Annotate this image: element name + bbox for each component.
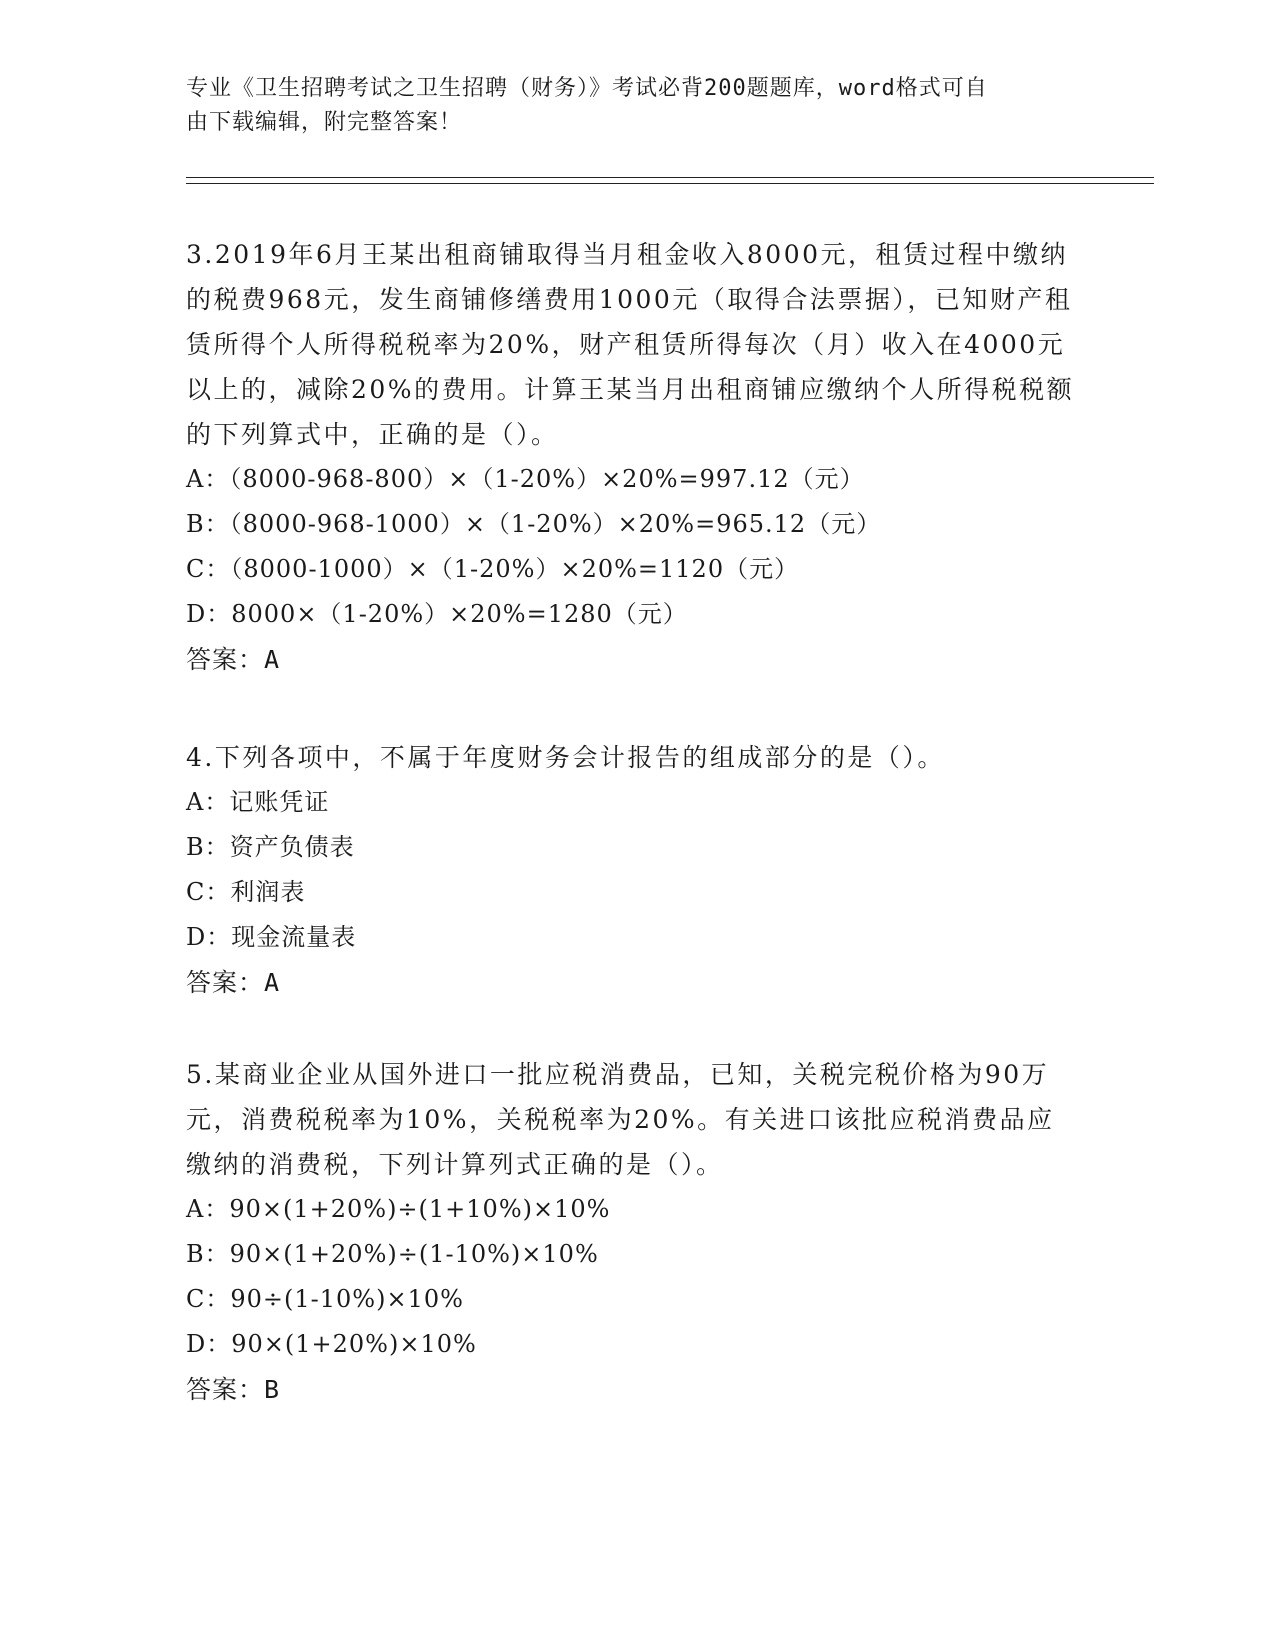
header-line-1: 专业《卫生招聘考试之卫生招聘（财务）》考试必背200题题库，word格式可自 [186, 76, 988, 101]
header-divider-top [186, 177, 1154, 178]
answer: 答案：A [186, 645, 281, 674]
option-d: D：90×(1+20%)×10% [186, 1330, 477, 1358]
question-3 [186, 232, 1076, 682]
option-b: B：（8000-968-1000）×（1-20%）×20%=965.12（元） [186, 510, 882, 538]
option-c: C：（8000-1000）×（1-20%）×20%=1120（元） [186, 555, 800, 583]
question-stem: 3.2019年6月王某出租商铺取得当月租金收入8000元，租赁过程中缴纳的税费968元，发生商铺修缮费用1000元（取得合法票据），已知财产租赁所得个人所得税税率为20%，财产租赁所得每次（月）收入在4000元以上的，减除20%的费用。计算王某当月出租商铺应缴纳个人所得税税额的下列算式中，正确的是（）。 [186, 240, 1075, 449]
question-stem: 4.下列各项中，不属于年度财务会计报告的组成部分的是（）。 [186, 743, 945, 772]
answer: 答案：B [186, 1375, 281, 1404]
option-a: A：（8000-968-800）×（1-20%）×20%=997.12（元） [186, 465, 865, 493]
document-header [186, 72, 1066, 140]
answer: 答案：A [186, 968, 281, 997]
question-4 [186, 735, 1076, 1005]
option-d: D：8000×（1-20%）×20%=1280（元） [186, 600, 688, 628]
question-stem: 5.某商业企业从国外进口一批应税消费品，已知，关税完税价格为90万元，消费税税率为10%，关税税率为20%。有关进口该批应税消费品应缴纳的消费税，下列计算列式正确的是（）。 [186, 1060, 1055, 1179]
option-a: A：记账凭证 [186, 788, 330, 816]
option-b: B：90×(1+20%)÷(1-10%)×10% [186, 1240, 599, 1268]
header-line-2: 由下载编辑，附完整答案！ [186, 110, 463, 135]
option-c: C：利润表 [186, 878, 306, 906]
option-c: C：90÷(1-10%)×10% [186, 1285, 464, 1313]
option-b: B：资产负债表 [186, 833, 355, 861]
option-d: D：现金流量表 [186, 923, 357, 951]
header-divider-bottom [186, 183, 1154, 184]
option-a: A：90×(1+20%)÷(1+10%)×10% [186, 1195, 611, 1223]
question-5 [186, 1052, 1076, 1412]
